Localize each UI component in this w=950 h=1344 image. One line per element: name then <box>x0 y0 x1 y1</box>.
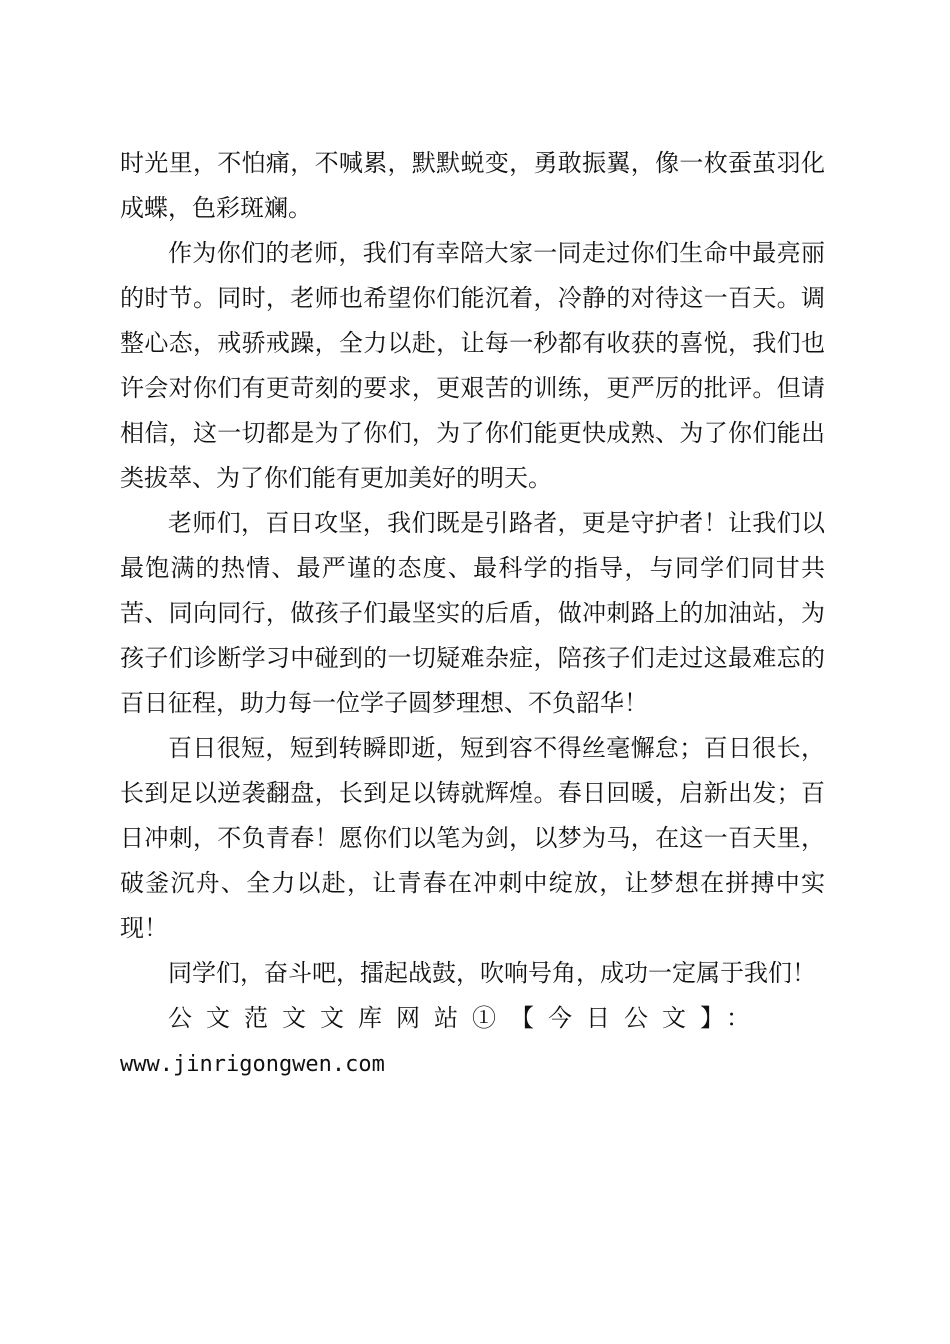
paragraph-2: 作为你们的老师，我们有幸陪大家一同走过你们生命中最亮丽的时节。同时，老师也希望你们能沉着，冷静的对待这一百天。调整心态，戒骄戒躁，全力以赴，让每一秒都有收获的喜悦，我们也许会对你们有更苛刻的要求，更艰苦的训练，更严厉的批评。但请相信，这一切都是为了你们，为了你们能更快成熟、为了你们能出类拔萃、为了你们能有更加美好的明天。 <box>120 239 825 492</box>
footer-url-link[interactable]: www.jinrigongwen.com <box>120 1052 385 1077</box>
footer-source <box>120 996 825 1087</box>
paragraph-5: 同学们，奋斗吧，擂起战鼓，吹响号角，成功一定属于我们！ <box>168 959 816 987</box>
paragraph-1: 时光里，不怕痛，不喊累，默默蜕变，勇敢振翼，像一枚蚕茧羽化成蝶，色彩斑斓。 <box>120 149 825 222</box>
paragraph-4: 百日很短，短到转瞬即逝，短到容不得丝毫懈怠；百日很长，长到足以逆袭翻盘，长到足以铸就辉煌。春日回暖，启新出发；百日冲刺，不负青春！愿你们以笔为剑，以梦为马，在这一百天里，破釜沉舟、全力以赴，让青春在冲刺中绽放，让梦想在拼搏中实现！ <box>120 734 825 942</box>
paragraph-3: 老师们，百日攻坚，我们既是引路者，更是守护者！让我们以最饱满的热情、最严谨的态度、最科学的指导，与同学们同甘共苦、同向同行，做孩子们最坚实的后盾，做冲刺路上的加油站，为孩子们诊断学习中碰到的一切疑难杂症，陪孩子们走过这最难忘的百日征程，助力每一位学子圆梦理想、不负韶华！ <box>120 509 825 717</box>
footer-site-label: 公文范文文库网站①【今日公文】： <box>168 1004 764 1032</box>
document-body <box>120 141 825 1087</box>
